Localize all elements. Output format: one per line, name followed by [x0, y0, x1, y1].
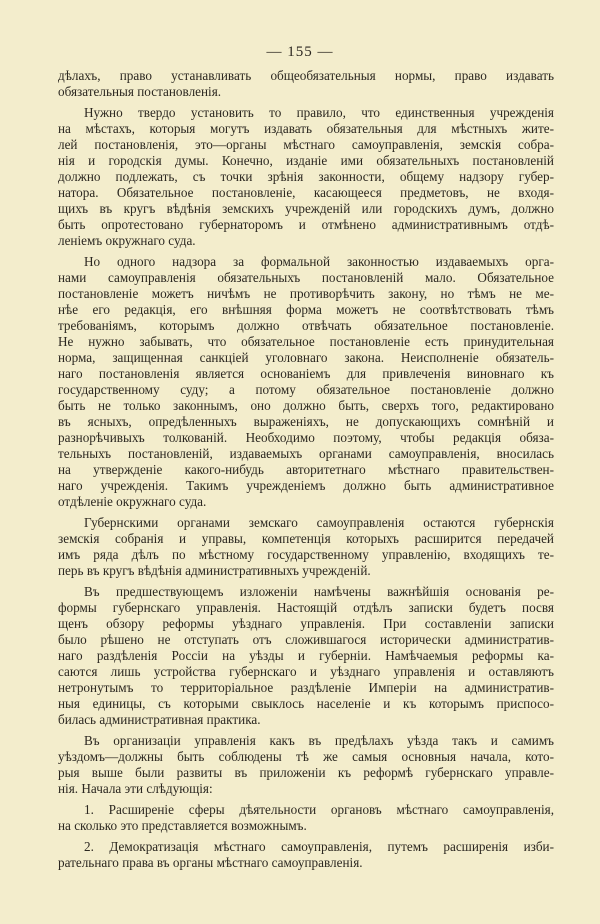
document-body	[58, 68, 554, 876]
text-line: отдѣленіе окружнаго суда.	[58, 494, 207, 509]
paragraph	[58, 68, 554, 100]
text-line: тельныхъ постановленій, издаваемыхъ органами самоуправленія, вносилась	[58, 446, 554, 461]
text-line: на сколько это представляется возможнымъ.	[58, 818, 307, 833]
text-line: перь въ кругъ вѣдѣнія административныхъ учрежденій.	[58, 563, 371, 578]
text-line: рательнаго права въ органы мѣстнаго самоуправленія.	[58, 855, 363, 870]
text-line: разнорѣчивыхъ толкованій. Необходимо поэтому, чтобы редакція обяза-	[58, 430, 554, 445]
text-line: рыя выше были развиты въ приложеніи къ реформѣ губернскаго управле-	[58, 765, 554, 780]
text-line: 1. Расширеніе сферы дѣятельности органовъ мѣстнаго самоуправленія,	[84, 802, 554, 817]
text-line: было рѣшено не отступать отъ сложившагося исторически административ-	[58, 632, 554, 647]
text-line: Губернскими органами земскаго самоуправленія остаются губернскія	[84, 515, 554, 530]
text-line: нами самоуправленія обязательныхъ постановленій мало. Обязательное	[58, 270, 554, 285]
text-line: леніемъ окружнаго суда.	[58, 233, 196, 248]
paragraph	[58, 254, 554, 510]
text-line: Въ организаціи управленія какъ въ предѣлахъ уѣзда такъ и самимъ	[84, 733, 554, 748]
paragraph	[58, 802, 554, 834]
text-line: обязательныя постановленія.	[58, 84, 222, 99]
text-line: лей постановленія, это—органы мѣстнаго самоуправленія, земскія собра-	[58, 137, 554, 152]
paragraph	[58, 515, 554, 579]
text-line: быть опротестовано губернаторомъ и отмѣнено административнымъ отдѣ-	[58, 217, 554, 232]
text-line: норма, защищенная санкціей уголовнаго закона. Неисполненіе обязатель-	[58, 350, 554, 365]
text-line: наго постановленія является основаніемъ для привлеченія виновнаго къ	[58, 366, 554, 381]
text-line: на мѣстахъ, которыя могутъ издавать обязательныя для мѣстныхъ жите-	[58, 121, 554, 136]
text-line: Но одного надзора за формальной законностью издаваемыхъ орга-	[84, 254, 554, 269]
paragraph	[58, 584, 554, 728]
paragraph	[58, 839, 554, 871]
text-line: ныя единицы, съ которыми свыклось населеніе и къ которымъ приспосо-	[58, 696, 554, 711]
text-line: Въ предшествующемъ изложеніи намѣчены важнѣйшія основанія ре-	[84, 584, 554, 599]
text-line: щенъ обзору реформы уѣзднаго управленія. При составленіи записки	[58, 616, 554, 631]
text-line: государственному суду; а потому обязательное постановленіе должно	[58, 382, 554, 397]
text-line: щихъ въ кругъ вѣдѣнія земскихъ учрежденій или городскихъ думъ, должно	[58, 201, 554, 216]
paragraph	[58, 105, 554, 249]
text-line: саются лишь устройства губернскаго и уѣзднаго управленія и оставляютъ	[58, 664, 554, 679]
text-line: формы губернскаго управленія. Настоящій отдѣлъ записки будетъ посвя	[58, 600, 554, 615]
text-line: Нужно твердо установить то правило, что единственныя учрежденія	[84, 105, 554, 120]
text-line: Не нужно забывать, что обязательное постановленіе есть принудительная	[58, 334, 554, 349]
text-line: наго раздѣленія Россіи на уѣзды и губерніи. Намѣчаемыя реформы ка-	[58, 648, 554, 663]
text-line: уѣздомъ—должны быть соблюдены тѣ же самыя основныя начала, кото-	[58, 749, 554, 764]
text-line: нѣе его редакція, его внѣшняя форма можетъ не соотвѣтствовать тѣмъ	[58, 302, 554, 317]
text-line: имъ ряда дѣлъ по мѣстному государственному управленію, входящихъ те-	[58, 547, 554, 562]
paragraph	[58, 733, 554, 797]
text-line: на утвержденіе какого-нибудь авторитетнаго мѣстнаго правительствен-	[58, 462, 554, 477]
text-line: дѣлахъ, право устанавливать общеобязательныя нормы, право издавать	[58, 68, 554, 83]
text-line: нія. Начала эти слѣдующія:	[58, 781, 213, 796]
text-line: земскія собранія и управы, компетенція которыхъ расширится передачей	[58, 531, 554, 546]
text-line: быть не только законнымъ, оно должно быть, сверхъ того, редактировано	[58, 398, 554, 413]
text-line: въ ясныхъ, опредѣленныхъ выраженіяхъ, не допускающихъ сомнѣній и	[58, 414, 554, 429]
text-line: требованіямъ, которымъ должно отвѣчать обязательное постановленіе.	[58, 318, 554, 333]
text-line: нетронутымъ то территоріальное раздѣленіе Имперіи на административ-	[58, 680, 554, 695]
text-line: 2. Демократизація мѣстнаго самоуправленія, путемъ расширенія изби-	[84, 839, 554, 854]
text-line: постановленіе можетъ ничѣмъ не противорѣчить закону, но тѣмъ не ме-	[58, 286, 554, 301]
text-line: билась административная практика.	[58, 712, 261, 727]
text-line: наго учрежденія. Такимъ учрежденіемъ должно быть административное	[58, 478, 554, 493]
text-line: нія и городскія думы. Конечно, изданіе ими обязательныхъ постановленій	[58, 153, 554, 168]
page-number: — 155 —	[266, 44, 334, 60]
text-line: натора. Обязательное постановленіе, касающееся предметовъ, не входя-	[58, 185, 554, 200]
text-line: должно подлежать, съ точки зрѣнія законности, общему надзору губер-	[58, 169, 554, 184]
